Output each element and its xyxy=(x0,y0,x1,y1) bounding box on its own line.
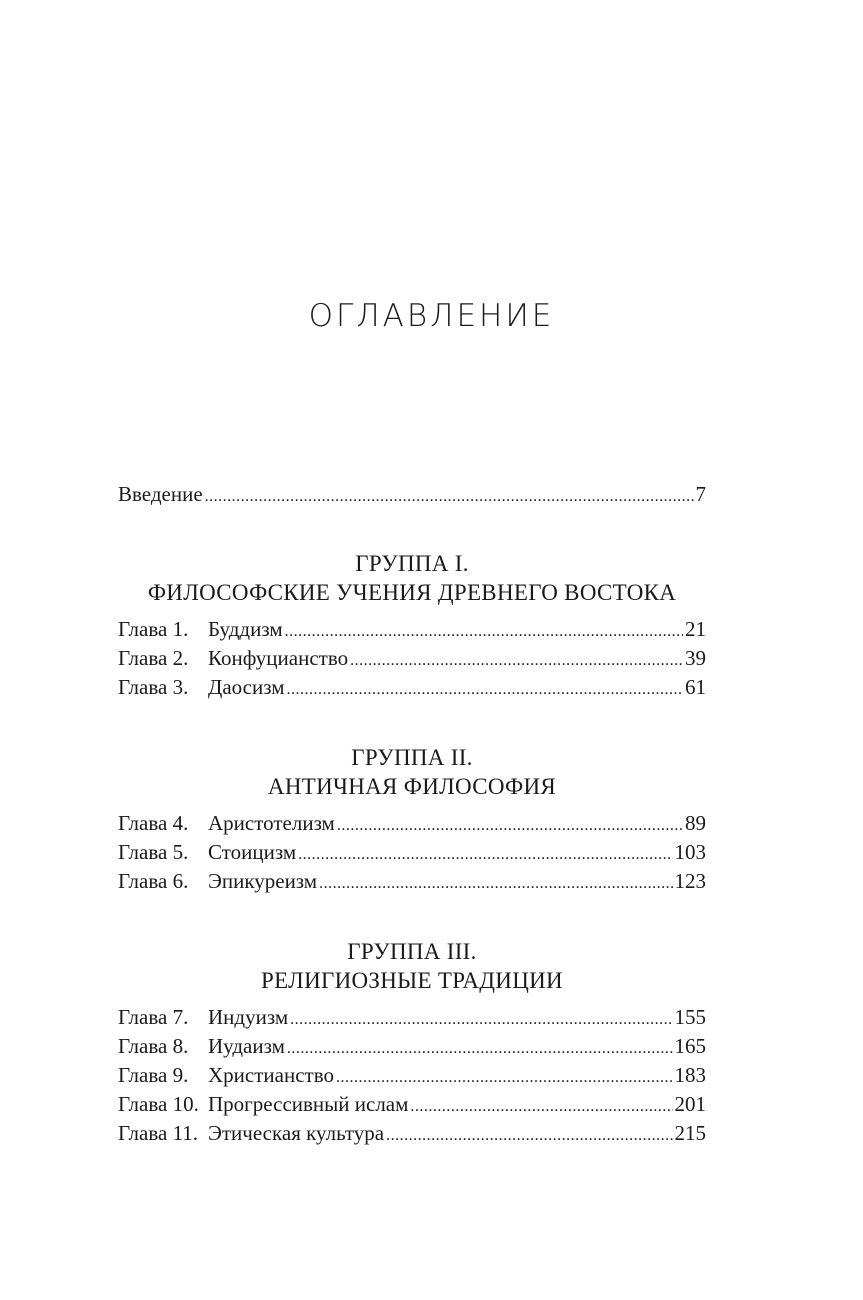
chapter-title: Аристотелизм xyxy=(208,811,335,835)
dot-leader xyxy=(337,811,683,840)
chapter-title: Этическая культура xyxy=(208,1121,385,1145)
chapter-title: Конфуцианство xyxy=(208,646,349,670)
chapter-title: Буддизм xyxy=(208,617,283,641)
chapter-page: 165 xyxy=(674,1034,706,1058)
toc-entry[interactable] xyxy=(118,1061,706,1090)
chapter-number: Глава 2. xyxy=(118,646,189,670)
toc-entry[interactable] xyxy=(118,867,706,896)
chapter-page: 201 xyxy=(674,1092,706,1116)
chapter-title: Христианство xyxy=(208,1063,334,1087)
toc-entry[interactable] xyxy=(118,673,706,702)
toc-entry[interactable] xyxy=(118,615,706,644)
dot-leader xyxy=(386,1121,672,1150)
dot-leader xyxy=(410,1092,672,1121)
dot-leader xyxy=(336,1063,673,1092)
toc-entry[interactable] xyxy=(118,1003,706,1032)
group-label: ГРУППА II. xyxy=(351,745,473,770)
chapter-number: Глава 5. xyxy=(118,840,189,864)
dot-leader xyxy=(290,1005,672,1034)
group-label: ГРУППА III. xyxy=(347,939,477,964)
toc-entry[interactable] xyxy=(118,838,706,867)
chapter-title: Индуизм xyxy=(208,1005,289,1029)
chapter-number: Глава 10. xyxy=(118,1092,199,1116)
chapter-page: 155 xyxy=(674,1005,706,1029)
toc-entry-introduction[interactable] xyxy=(118,480,706,509)
table-of-contents xyxy=(118,480,706,1148)
chapter-title: Иудаизм xyxy=(208,1034,285,1058)
dot-leader xyxy=(287,675,683,704)
chapter-number: Глава 4. xyxy=(118,811,189,835)
dot-leader xyxy=(298,840,672,869)
chapter-title: Эпикуреизм xyxy=(208,869,318,893)
chapter-page: 61 xyxy=(685,675,706,699)
chapter-number: Глава 7. xyxy=(118,1005,189,1029)
toc-entry[interactable] xyxy=(118,809,706,838)
chapter-number: Глава 9. xyxy=(118,1063,189,1087)
dot-leader xyxy=(350,646,683,675)
chapter-page: 39 xyxy=(685,646,706,670)
chapter-page: 89 xyxy=(685,811,706,835)
toc-entry-title: Введение xyxy=(118,482,203,506)
dot-leader xyxy=(287,1034,673,1063)
chapter-title: Прогрессивный ислам xyxy=(208,1092,409,1116)
chapter-number: Глава 1. xyxy=(118,617,189,641)
chapter-page: 183 xyxy=(674,1063,706,1087)
group-name: ФИЛОСОФСКИЕ УЧЕНИЯ ДРЕВНЕГО ВОСТОКА xyxy=(147,580,677,605)
chapter-number: Глава 11. xyxy=(118,1121,199,1145)
toc-entry[interactable] xyxy=(118,1032,706,1061)
chapter-page: 21 xyxy=(685,617,706,641)
page-title: ОГЛАВЛЕНИЕ xyxy=(308,298,555,334)
group-name: РЕЛИГИОЗНЫЕ ТРАДИЦИИ xyxy=(261,968,563,993)
chapter-number: Глава 8. xyxy=(118,1034,189,1058)
group-name: АНТИЧНАЯ ФИЛОСОФИЯ xyxy=(267,774,557,799)
chapter-number: Глава 3. xyxy=(118,675,189,699)
group-label: ГРУППА I. xyxy=(355,551,469,576)
chapter-title: Стоицизм xyxy=(208,840,297,864)
dot-leader xyxy=(205,482,694,511)
chapter-page: 123 xyxy=(674,869,706,893)
dot-leader xyxy=(319,869,672,898)
chapter-number: Глава 6. xyxy=(118,869,189,893)
dot-leader xyxy=(285,617,683,646)
chapter-page: 103 xyxy=(674,840,706,864)
toc-entry[interactable] xyxy=(118,1090,706,1119)
chapter-page: 215 xyxy=(674,1121,706,1145)
toc-entry[interactable] xyxy=(118,1119,706,1148)
chapter-title: Даосизм xyxy=(208,675,285,699)
toc-entry[interactable] xyxy=(118,644,706,673)
toc-entry-page: 7 xyxy=(695,482,706,506)
